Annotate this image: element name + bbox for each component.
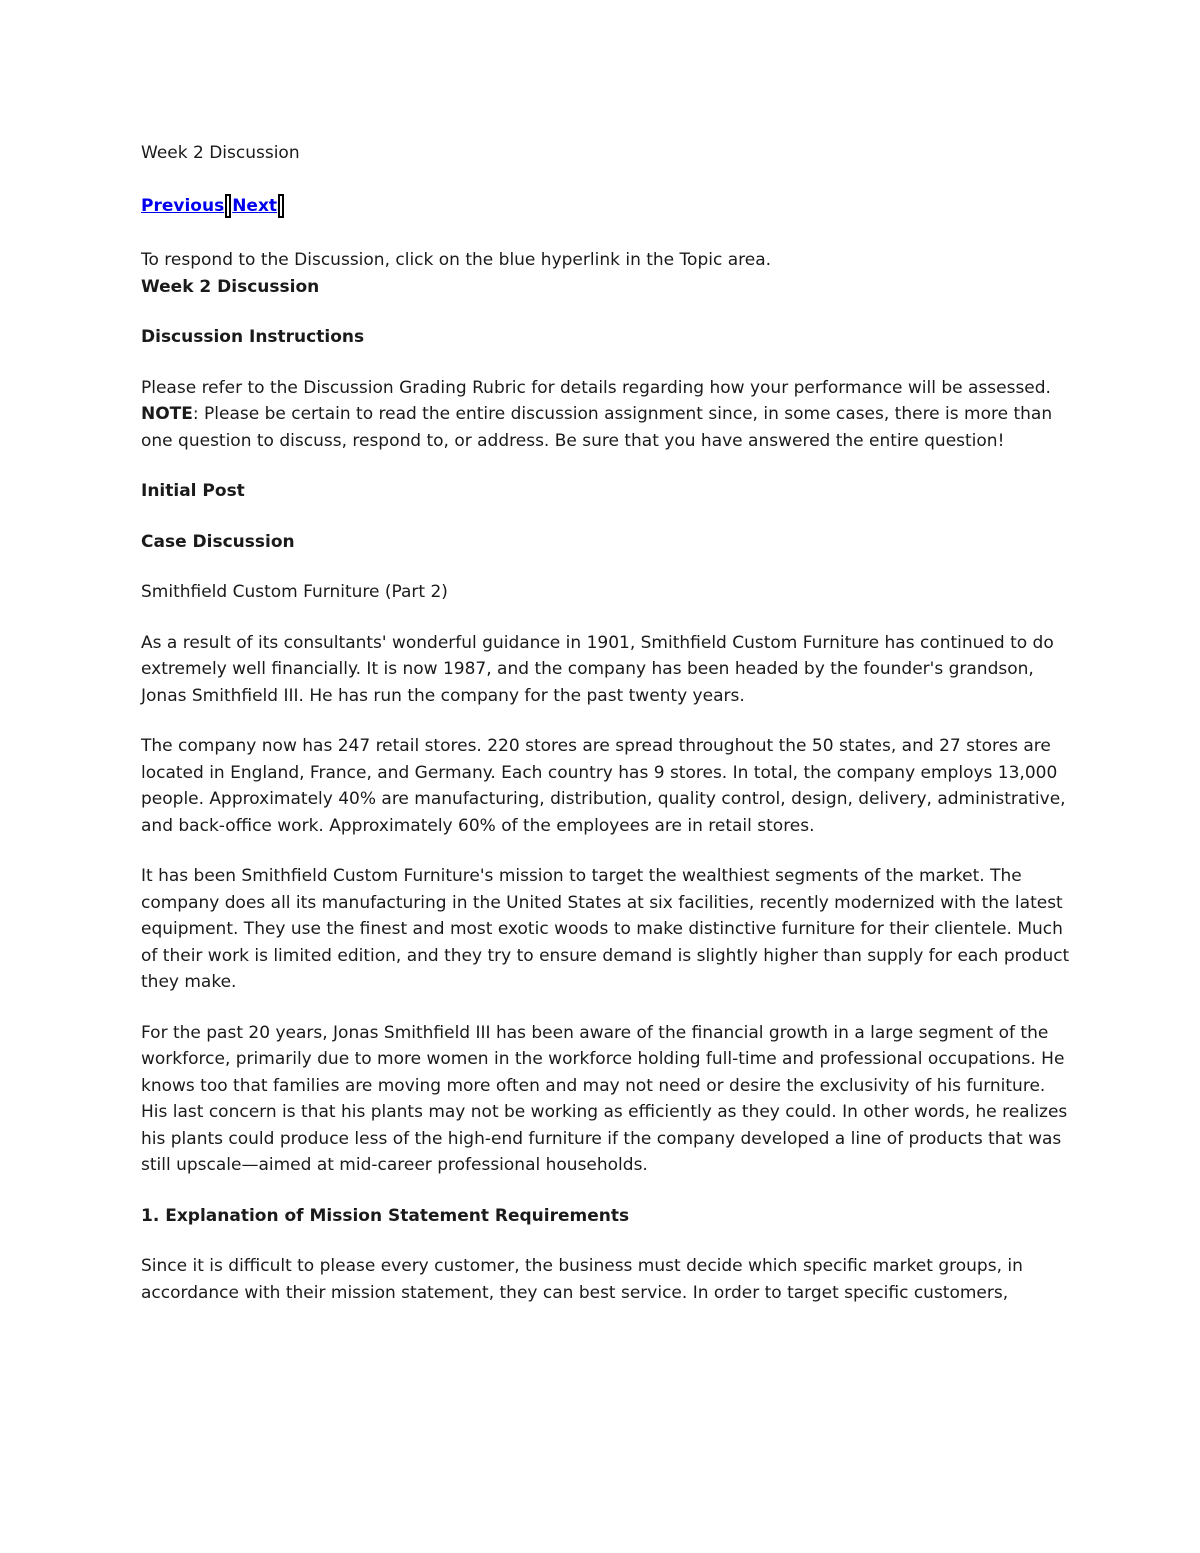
document-page xyxy=(141,140,1071,1306)
next-link[interactable]: Next xyxy=(232,195,278,216)
body-paragraph: As a result of its consultants' wonderful guidance in 1901, Smithfield Custom Furniture has continued to do extremely well financially. It is now 1987, and the company has been headed by the founder's grandson, Jonas Smithfield III. He has run the company for the past twenty years. xyxy=(141,632,1054,706)
instructions-heading: Discussion Instructions xyxy=(141,327,365,347)
instructions-text-2: : Please be certain to read the entire discussion assignment since, in some cases, there is more than one question to discuss, respond to, or address. Be sure that you have answered the entire question! xyxy=(141,404,1053,451)
body-paragraph: For the past 20 years, Jonas Smithfield III has been aware of the financial growth in a large segment of the workforce, primarily due to more women in the workforce holding full-time and professional occupations. He knows too that families are moving more often and may not need or desire the exclusivity of his furniture. His last concern is that his plants may not be working as efficiently as they could. In other words, he realizes his plants could produce less of the high-end furniture if the company developed a line of products that was still upscale—aimed at mid-career professional households. xyxy=(141,1022,1068,1175)
nav-end-box xyxy=(278,194,284,218)
initial-post-heading: Initial Post xyxy=(141,481,245,501)
case-discussion-heading: Case Discussion xyxy=(141,531,295,552)
body-paragraph: It has been Smithfield Custom Furniture's mission to target the wealthiest segments of the market. The company does all its manufacturing in the United States at six facilities, recently modernized with the latest equipment. They use the finest and most exotic woods to make distinctive furniture for their clientele. Much of their work is limited edition, and they try to ensure demand is slightly higher than supply for each product they make. xyxy=(141,866,1070,992)
section-1-heading: 1. Explanation of Mission Statement Requirements xyxy=(141,1205,630,1226)
nav-separator-box xyxy=(225,194,231,218)
previous-link[interactable]: Previous xyxy=(141,195,225,216)
case-title: Smithfield Custom Furniture (Part 2) xyxy=(141,582,448,602)
instructions-paragraph xyxy=(141,375,1071,455)
section-1-paragraph: Since it is difficult to please every customer, the business must decide which specific market groups, in accordance with their mission statement, they can best service. In order to target specific customers, xyxy=(141,1256,1023,1303)
page-title: Week 2 Discussion xyxy=(141,143,300,163)
section-title: Week 2 Discussion xyxy=(141,276,320,297)
instructions-text-1: Please refer to the Discussion Grading Rubric for details regarding how your performance will be assessed. xyxy=(141,377,1051,398)
nav-row xyxy=(141,193,1071,220)
body-paragraph: The company now has 247 retail stores. 220 stores are spread throughout the 50 states, and 27 stores are located in England, France, and Germany. Each country has 9 stores. In total, the company employs 13,000 people. Approximately 40% are manufacturing, distribution, quality control, design, delivery, administrative, and back-office work. Approximately 60% of the employees are in retail stores. xyxy=(141,736,1066,836)
intro-line: To respond to the Discussion, click on the blue hyperlink in the Topic area. xyxy=(141,250,772,270)
note-label: NOTE xyxy=(141,404,193,424)
